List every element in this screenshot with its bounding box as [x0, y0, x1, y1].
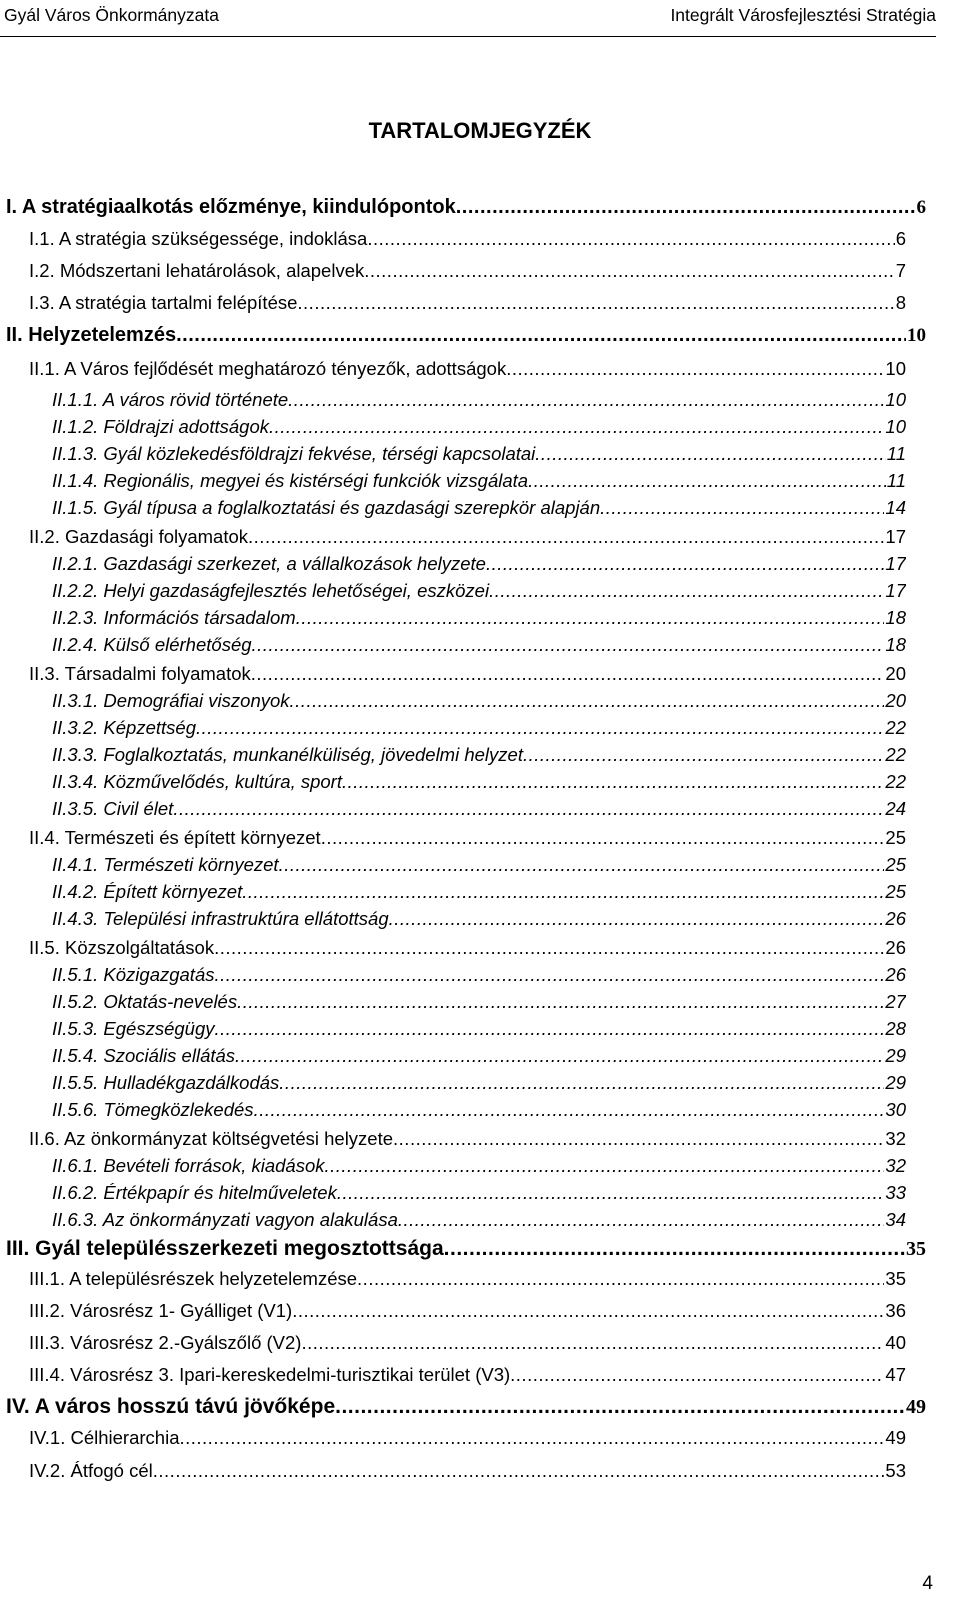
toc-entry-page: 22	[885, 744, 906, 765]
toc-entry-page: 49	[885, 1427, 906, 1448]
toc-entry-page: 27	[885, 991, 906, 1012]
toc-leader-dots	[489, 580, 884, 602]
toc-entry-title: IV. A város hosszú távú jövőképe	[6, 1395, 336, 1418]
toc-leader-dots	[486, 553, 884, 575]
toc-entry[interactable]	[29, 1128, 906, 1156]
toc-entry[interactable]	[52, 964, 906, 992]
toc-entry-page: 29	[885, 1045, 906, 1066]
toc-entry-title: II.3. Társadalmi folyamatok	[29, 663, 251, 684]
toc-leader-dots	[269, 416, 884, 438]
toc-entry-title: II.5.3. Egészségügy	[52, 1018, 215, 1039]
toc-entry-page: 29	[885, 1072, 906, 1093]
toc-entry-title: II.6. Az önkormányzat költségvetési helyzete	[29, 1128, 394, 1149]
toc-leader-dots	[173, 798, 884, 820]
toc-entry-title: II.5. Közszolgáltatások	[29, 937, 215, 958]
toc-entry[interactable]	[52, 1045, 906, 1073]
toc-entry-title: I.1. A stratégia szükségessége, indoklása	[29, 228, 368, 249]
toc-entry[interactable]	[52, 717, 906, 745]
toc-entry-title: II.1.5. Gyál típusa a foglalkoztatási és gazdasági szerepkör alapján	[52, 497, 601, 518]
toc-entry-page: 7	[895, 260, 906, 281]
toc-entry[interactable]	[29, 228, 906, 256]
toc-entry[interactable]	[52, 634, 906, 662]
toc-entry[interactable]	[6, 324, 926, 352]
toc-entry-page: 22	[885, 771, 906, 792]
toc-entry[interactable]	[6, 196, 926, 224]
toc-entry[interactable]	[52, 1182, 906, 1210]
toc-entry-page: 14	[885, 497, 906, 518]
toc-entry-page: 34	[885, 1209, 906, 1230]
toc-entry-title: III.3. Városrész 2.-Gyálszőlő (V2)	[29, 1332, 302, 1353]
toc-entry-title: II.4.2. Épített környezet	[52, 881, 243, 902]
toc-entry[interactable]	[52, 580, 906, 608]
toc-entry[interactable]	[52, 1099, 906, 1127]
toc-leader-dots	[528, 470, 886, 492]
toc-entry[interactable]	[52, 744, 906, 772]
toc-entry-page: 10	[885, 358, 906, 379]
toc-entry-title: II. Helyzetelemzés	[6, 324, 177, 346]
toc-entry[interactable]	[29, 260, 906, 288]
toc-entry-page: 26	[885, 964, 906, 985]
toc-entry-title: II.5.2. Oktatás-nevelés	[52, 991, 238, 1012]
toc-entry-page: 8	[895, 292, 906, 313]
toc-entry-title: II.2. Gazdasági folyamatok	[29, 526, 249, 547]
toc-leader-dots	[389, 908, 885, 930]
toc-entry-page: 36	[885, 1300, 906, 1321]
toc-entry-page: 18	[885, 607, 906, 628]
toc-entry-title: II.4. Természeti és épített környezet	[29, 827, 321, 848]
toc-leader-dots	[290, 690, 885, 712]
toc-entry-title: II.6.2. Értékpapír és hitelműveletek	[52, 1182, 337, 1203]
toc-entry-title: II.3.4. Közművelődés, kultúra, sport	[52, 771, 342, 792]
toc-leader-dots	[252, 634, 885, 656]
toc-entry[interactable]	[29, 937, 906, 965]
header-document-title: Integrált Városfejlesztési Stratégia	[670, 5, 936, 25]
toc-entry[interactable]	[52, 389, 906, 417]
toc-entry[interactable]	[29, 1460, 906, 1488]
toc-entry-page: 11	[886, 443, 906, 464]
page-header	[0, 3, 936, 33]
toc-entry[interactable]	[52, 553, 906, 581]
toc-entry-page: 35	[885, 1268, 906, 1289]
toc-entry-page: 6	[895, 228, 906, 249]
page-number: 4	[922, 1573, 933, 1594]
toc-leader-dots	[279, 1072, 884, 1094]
toc-leader-dots	[510, 1364, 884, 1386]
toc-leader-dots	[242, 881, 884, 903]
header-organization: Gyál Város Önkormányzata	[4, 5, 219, 25]
toc-entry[interactable]	[6, 1395, 926, 1423]
toc-entry-page: 17	[885, 580, 906, 601]
toc-leader-dots	[325, 1155, 885, 1177]
toc-leader-dots	[297, 292, 894, 314]
toc-entry-title: III.4. Városrész 3. Ipari-kereskedelmi-turisztikai terület (V3)	[29, 1364, 511, 1385]
toc-entry[interactable]	[52, 1018, 906, 1046]
toc-entry-title: II.1. A Város fejlődését meghatározó tényezők, adottságok	[29, 358, 507, 379]
toc-entry[interactable]	[52, 1155, 906, 1183]
toc-entry-page: 32	[885, 1155, 906, 1176]
toc-entry[interactable]	[52, 991, 906, 1019]
toc-entry[interactable]	[52, 1209, 906, 1237]
header-divider	[0, 36, 936, 37]
toc-entry-title: II.1.4. Regionális, megyei és kistérségi funkciók vizsgálata	[52, 470, 529, 491]
toc-entry[interactable]	[29, 1300, 906, 1328]
toc-entry[interactable]	[52, 470, 906, 498]
toc-entry-page: 24	[885, 798, 906, 819]
toc-entry-page: 17	[885, 526, 906, 547]
toc-leader-dots	[301, 1332, 884, 1354]
toc-entry-title: II.5.1. Közigazgatás	[52, 964, 215, 985]
toc-leader-dots	[153, 1460, 885, 1482]
toc-entry-title: II.2.2. Helyi gazdaságfejlesztés lehetőségei, eszközei	[52, 580, 490, 601]
toc-entry[interactable]	[52, 1072, 906, 1100]
toc-entry[interactable]	[52, 881, 906, 909]
toc-entry-page: 53	[885, 1460, 906, 1481]
toc-entry-title: II.5.4. Szociális ellátás	[52, 1045, 236, 1066]
toc-entry-page: 20	[885, 663, 906, 684]
toc-entry-title: II.3.5. Civil élet	[52, 798, 174, 819]
toc-entry[interactable]	[29, 1268, 906, 1296]
toc-entry-page: 22	[885, 717, 906, 738]
toc-entry-page: 33	[885, 1182, 906, 1203]
toc-leader-dots	[444, 1237, 905, 1261]
toc-leader-dots	[292, 1300, 884, 1322]
toc-entry-page: 20	[885, 690, 906, 711]
toc-entry-title: II.1.2. Földrajzi adottságok	[52, 416, 269, 437]
toc-entry-title: III.1. A településrészek helyzetelemzése	[29, 1268, 358, 1289]
toc-entry[interactable]	[6, 1237, 926, 1265]
toc-entry-title: II.3.1. Demográfiai viszonyok	[52, 690, 290, 711]
toc-entry-title: I.3. A stratégia tartalmi felépítése	[29, 292, 298, 313]
toc-leader-dots	[214, 937, 884, 959]
toc-entry-page: 6	[916, 197, 926, 218]
toc-entry[interactable]	[52, 607, 906, 635]
toc-entry-title: II.4.3. Települési infrastruktúra ellátottság	[52, 908, 389, 929]
toc-entry-title: II.4.1. Természeti környezet	[52, 854, 279, 875]
toc-entry[interactable]	[52, 771, 906, 799]
toc-entry-title: II.3.3. Foglalkoztatás, munkanélküliség, jövedelmi helyzet	[52, 744, 523, 765]
toc-entry[interactable]	[29, 526, 906, 554]
toc-entry-page: 25	[885, 827, 906, 848]
toc-heading: TARTALOMJEGYZÉK	[368, 118, 592, 143]
toc-entry-page: 49	[906, 1396, 926, 1418]
toc-entry-title: I. A stratégiaalkotás előzménye, kiindulópontok	[6, 196, 456, 218]
toc-leader-dots	[288, 389, 884, 411]
toc-leader-dots	[279, 854, 885, 876]
toc-leader-dots	[215, 964, 885, 986]
toc-entry-page: 18	[885, 634, 906, 655]
toc-entry-page: 10	[907, 325, 926, 346]
toc-leader-dots	[506, 358, 884, 380]
toc-entry-page: 26	[885, 908, 906, 929]
toc-entry-title: II.1.3. Gyál közlekedésföldrajzi fekvése, térségi kapcsolatai	[52, 443, 536, 464]
toc-entry[interactable]	[29, 663, 906, 691]
toc-entry-title: II.5.5. Hulladékgazdálkodás	[52, 1072, 280, 1093]
toc-leader-dots	[367, 228, 894, 250]
toc-entry-title: II.2.3. Információs társadalom	[52, 607, 296, 628]
toc-entry-title: I.2. Módszertani lehatárolások, alapelvek	[29, 260, 365, 281]
toc-entry-title: III. Gyál településszerkezeti megosztottsága	[6, 1237, 444, 1260]
toc-leader-dots	[254, 1099, 885, 1121]
toc-leader-dots	[251, 663, 885, 685]
toc-entry[interactable]	[52, 443, 906, 471]
toc-leader-dots	[215, 1018, 885, 1040]
toc-entry-page: 26	[885, 937, 906, 958]
toc-entry-page: 40	[885, 1332, 906, 1353]
toc-entry-page: 28	[885, 1018, 906, 1039]
toc-leader-dots	[456, 196, 916, 219]
toc-entry-title: II.1.1. A város rövid története	[52, 389, 289, 410]
toc-leader-dots	[600, 497, 884, 519]
toc-entry[interactable]	[52, 690, 906, 718]
toc-entry-page: 17	[885, 553, 906, 574]
toc-entry[interactable]	[52, 497, 906, 525]
toc-entry-title: II.2.4. Külső elérhetőség	[52, 634, 252, 655]
toc-entry-page: 30	[885, 1099, 906, 1120]
toc-leader-dots	[248, 526, 884, 548]
toc-entry[interactable]	[52, 798, 906, 826]
toc-entry-title: II.5.6. Tömegközlekedés	[52, 1099, 254, 1120]
toc-entry-page: 47	[885, 1364, 906, 1385]
toc-entry[interactable]	[52, 854, 906, 882]
toc-entry-title: II.6.1. Bevételi források, kiadások	[52, 1155, 325, 1176]
toc-entry-title: II.6.3. Az önkormányzati vagyon alakulása	[52, 1209, 398, 1230]
toc-entry-page: 32	[885, 1128, 906, 1149]
toc-leader-dots	[335, 1395, 905, 1419]
toc-leader-dots	[535, 443, 885, 465]
toc-entry-page: 25	[885, 881, 906, 902]
toc-entry[interactable]	[52, 908, 906, 936]
toc-entry-title: II.3.2. Képzettség	[52, 717, 196, 738]
toc-entry[interactable]	[29, 292, 906, 320]
toc-leader-dots	[357, 1268, 884, 1290]
toc-leader-dots	[342, 771, 884, 793]
toc-entry[interactable]	[29, 827, 906, 855]
toc-leader-dots	[337, 1182, 885, 1204]
toc-leader-dots	[364, 260, 894, 282]
toc-entry[interactable]	[29, 1332, 906, 1360]
toc-leader-dots	[523, 744, 884, 766]
toc-leader-dots	[393, 1128, 884, 1150]
toc-entry[interactable]	[52, 416, 906, 444]
toc-entry-title: IV.2. Átfogó cél	[29, 1460, 153, 1481]
toc-entry-page: 35	[906, 1238, 926, 1260]
toc-entry[interactable]	[29, 1364, 906, 1392]
toc-entry-page: 25	[885, 854, 906, 875]
toc-entry-page: 11	[886, 470, 906, 491]
toc-entry-title: II.2.1. Gazdasági szerkezet, a vállalkozások helyzete	[52, 553, 486, 574]
toc-leader-dots	[176, 324, 906, 347]
toc-entry-page: 10	[885, 389, 906, 410]
toc-entry-title: IV.1. Célhierarchia	[29, 1427, 180, 1448]
toc-leader-dots	[237, 991, 884, 1013]
toc-leader-dots	[321, 827, 885, 849]
toc-entry[interactable]	[29, 358, 906, 386]
toc-leader-dots	[398, 1209, 885, 1231]
toc-entry-page: 10	[885, 416, 906, 437]
toc-leader-dots	[235, 1045, 884, 1067]
toc-leader-dots	[179, 1427, 884, 1449]
toc-leader-dots	[296, 607, 885, 629]
toc-leader-dots	[196, 717, 884, 739]
toc-entry[interactable]	[29, 1427, 906, 1455]
toc-entry-title: III.2. Városrész 1- Gyálliget (V1)	[29, 1300, 293, 1321]
